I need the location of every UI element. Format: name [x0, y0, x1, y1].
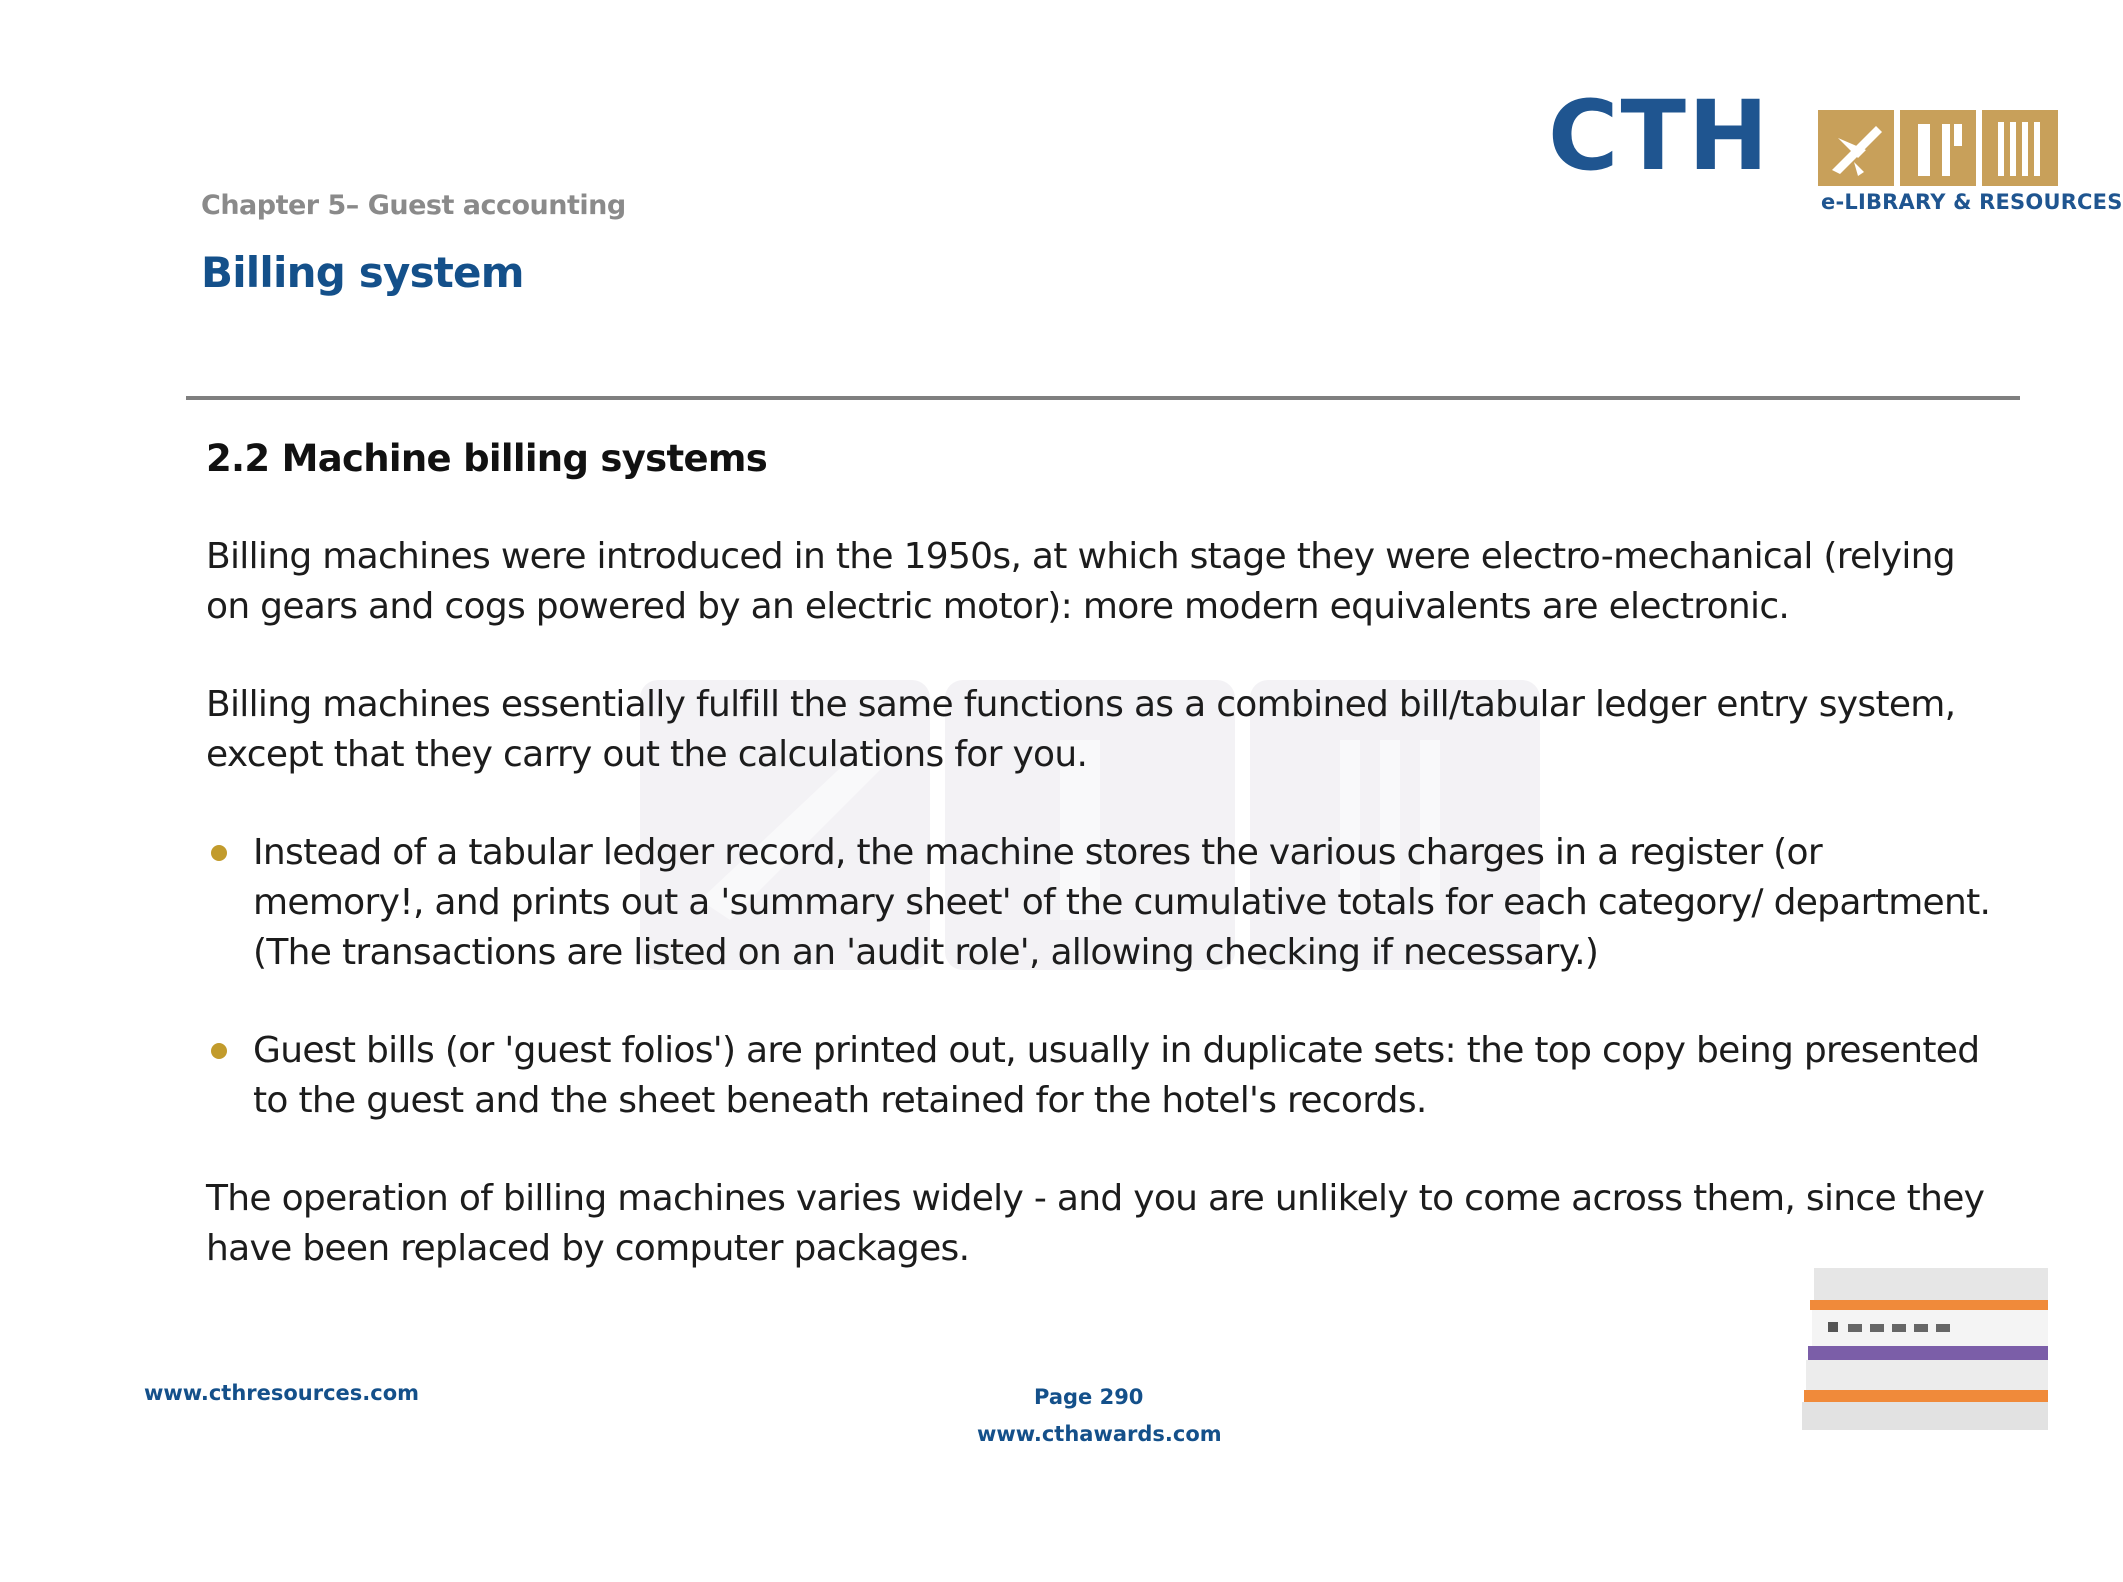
list-item-text: Instead of a tabular ledger record, the machine stores the various charges in a register (or memory!, and prints out a 'summary sheet' of the cumulative totals for each category/ department. (The transactions are listed on an 'audit role', allowing checking if necessary.) — [253, 832, 1991, 973]
logo-wordmark: CTH — [1548, 80, 1771, 192]
chapter-label: Chapter 5– Guest accounting — [201, 190, 626, 221]
page-number: Page 290 — [1034, 1385, 1144, 1409]
bed-icon — [1982, 110, 2058, 186]
cth-logo — [1548, 80, 2123, 220]
footer-link-resources[interactable]: www.cthresources.com — [144, 1381, 420, 1405]
paragraph: Billing machines were introduced in the 1950s, at which stage they were electro-mechanical (relying on gears and cogs powered by an electric motor): more modern equivalents are electronic. — [206, 536, 1955, 627]
list-item — [206, 828, 1996, 978]
bullet-list — [206, 828, 1996, 1126]
main-content — [206, 434, 1996, 1322]
books-illustration — [1800, 1262, 2048, 1432]
paragraph: The operation of billing machines varies widely - and you are unlikely to come across them, since they have been replaced by computer packages. — [206, 1178, 1985, 1269]
page-title: Billing system — [201, 248, 524, 297]
list-item — [206, 1026, 1996, 1126]
logo-subtitle: e-LIBRARY & RESOURCES — [1821, 190, 2123, 214]
footer-link-awards[interactable]: www.cthawards.com — [977, 1422, 1222, 1446]
header-divider — [186, 396, 2020, 400]
section-heading: 2.2 Machine billing systems — [206, 437, 768, 480]
knife-fork-icon — [1900, 110, 1976, 186]
airplane-icon — [1818, 110, 1894, 186]
bullet-dot-icon — [211, 1043, 227, 1059]
logo-tiles — [1818, 110, 2058, 190]
bullet-dot-icon — [211, 845, 227, 861]
list-item-text: Guest bills (or 'guest folios') are printed out, usually in duplicate sets: the top copy being presented to the guest and the sheet beneath retained for the hotel's records. — [253, 1030, 1980, 1121]
paragraph: Billing machines essentially fulfill the same functions as a combined bill/tabular ledger entry system, except that they carry out the calculations for you. — [206, 684, 1956, 775]
